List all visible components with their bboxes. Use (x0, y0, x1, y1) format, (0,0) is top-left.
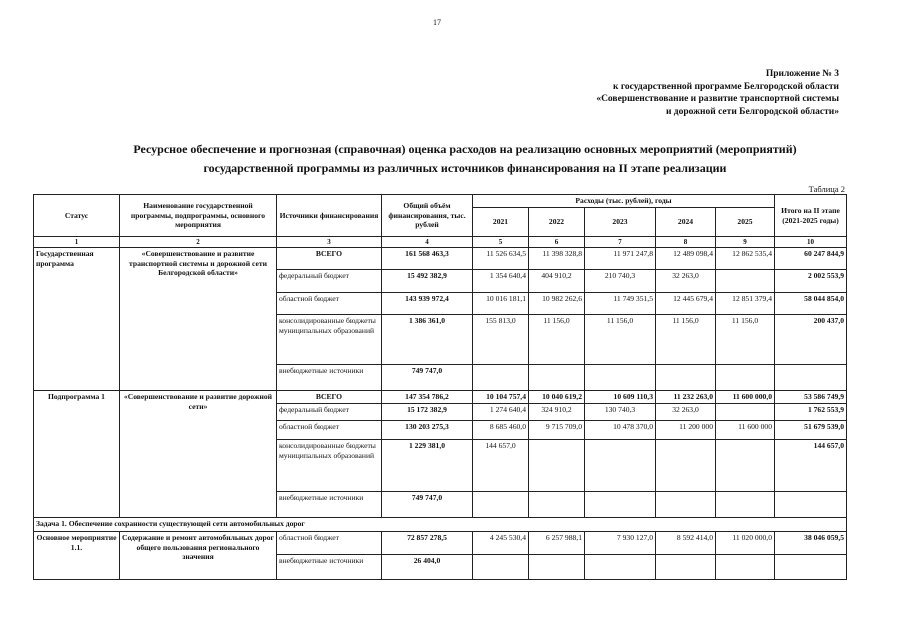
year-cell: 11 200 000 (656, 421, 716, 440)
year-cell (716, 404, 775, 421)
stage-cell: 58 044 854,0 (775, 293, 847, 315)
source-cell: консолидированные бюджеты муниципальных образований (277, 315, 382, 365)
year-cell: 210 740,3 (585, 270, 656, 293)
appendix-line: «Совершенствование и развитие транспортной системы (596, 94, 839, 105)
total-cell: 147 354 786,2 (382, 391, 473, 404)
stage-cell (775, 555, 847, 580)
header-status: Статус (34, 195, 120, 237)
task-title: Задача 1. Обеспечение сохранности существующей сети автомобильных дорог (34, 518, 847, 532)
year-cell (585, 555, 656, 580)
stage-cell: 51 679 539,0 (775, 421, 847, 440)
header-year: 2024 (656, 208, 716, 237)
year-cell: 11 020 000,0 (716, 532, 775, 555)
header-year: 2023 (585, 208, 656, 237)
year-cell (473, 555, 529, 580)
stage-cell: 200 437,0 (775, 315, 847, 365)
row-status: Подпрограмма 1 (34, 391, 120, 518)
total-cell: 161 568 463,3 (382, 248, 473, 270)
year-cell: 155 813,0 (473, 315, 529, 365)
year-cell: 11 156,0 (529, 315, 585, 365)
year-cell: 10 609 110,3 (585, 391, 656, 404)
year-cell (529, 440, 585, 492)
source-cell: ВСЕГО (277, 391, 382, 404)
row-status: Основное мероприятие 1.1. (34, 532, 120, 580)
year-cell (585, 492, 656, 518)
year-cell (473, 492, 529, 518)
year-cell: 404 910,2 (529, 270, 585, 293)
table-label: Таблица 2 (808, 184, 845, 194)
funding-table (33, 194, 847, 580)
year-cell (585, 365, 656, 391)
year-cell: 7 930 127,0 (585, 532, 656, 555)
source-cell: областной бюджет (277, 293, 382, 315)
year-cell: 11 749 351,5 (585, 293, 656, 315)
total-cell: 130 203 275,3 (382, 421, 473, 440)
year-cell: 11 398 328,8 (529, 248, 585, 270)
year-cell: 11 156,0 (716, 315, 775, 365)
year-cell (656, 365, 716, 391)
year-cell (656, 555, 716, 580)
stage-cell: 144 657,0 (775, 440, 847, 492)
header-total: Общий объём финансирования, тыс. рублей (382, 195, 473, 237)
stage-cell: 2 002 553,9 (775, 270, 847, 293)
total-cell: 749 747,0 (382, 365, 473, 391)
column-index: 6 (529, 237, 585, 248)
source-cell: внебюджетные источники (277, 492, 382, 518)
task-row (34, 518, 847, 532)
year-cell: 130 740,3 (585, 404, 656, 421)
header-year: 2025 (716, 208, 775, 237)
table-row (34, 532, 847, 555)
year-cell: 9 715 709,0 (529, 421, 585, 440)
year-cell: 10 478 370,0 (585, 421, 656, 440)
year-cell (529, 555, 585, 580)
row-name: «Совершенствование и развитие дорожной сети» (120, 391, 277, 518)
column-index: 2 (120, 237, 277, 248)
year-cell (529, 365, 585, 391)
year-cell: 11 526 634,5 (473, 248, 529, 270)
stage-cell (775, 365, 847, 391)
year-cell: 8 592 414,0 (656, 532, 716, 555)
year-cell: 324 910,2 (529, 404, 585, 421)
year-cell: 11 156,0 (656, 315, 716, 365)
source-cell: ВСЕГО (277, 248, 382, 270)
header-year: 2022 (529, 208, 585, 237)
table-row (34, 391, 847, 404)
row-name: Содержание и ремонт автомобильных дорог общего пользования регионального значения (120, 532, 277, 580)
title-line: государственной программы из различных источников финансирования на II этапе реализации (203, 161, 727, 175)
header-source: Источники финансирования (277, 195, 382, 237)
total-cell: 72 857 278,5 (382, 532, 473, 555)
year-cell: 12 489 098,4 (656, 248, 716, 270)
header-year: 2021 (473, 208, 529, 237)
year-cell (716, 492, 775, 518)
total-cell: 15 492 382,9 (382, 270, 473, 293)
table-row (34, 248, 847, 270)
total-cell: 15 172 382,9 (382, 404, 473, 421)
stage-cell: 53 586 749,9 (775, 391, 847, 404)
stage-cell: 1 762 553,9 (775, 404, 847, 421)
stage-cell: 60 247 844,9 (775, 248, 847, 270)
year-cell: 32 263,0 (656, 404, 716, 421)
source-cell: внебюджетные источники (277, 555, 382, 580)
appendix-line: к государственной программе Белгородской области (612, 81, 839, 92)
year-cell: 10 040 619,2 (529, 391, 585, 404)
header-name: Наименование государственной программы, подпрограммы, основного мероприятия (120, 195, 277, 237)
column-index: 8 (656, 237, 716, 248)
year-cell: 11 600 000,0 (716, 391, 775, 404)
appendix-line: и дорожной сети Белгородской области» (665, 106, 839, 117)
total-cell: 749 747,0 (382, 492, 473, 518)
column-index: 7 (585, 237, 656, 248)
year-cell: 11 156,0 (585, 315, 656, 365)
source-cell: консолидированные бюджеты муниципальных образований (277, 440, 382, 492)
year-cell: 11 600 000 (716, 421, 775, 440)
page-number: 17 (433, 18, 441, 27)
total-cell: 1 229 381,0 (382, 440, 473, 492)
year-cell (716, 440, 775, 492)
year-cell (585, 440, 656, 492)
header-expenses: Расходы (тыс. рублей), годы (473, 195, 775, 208)
title-line: Ресурсное обеспечение и прогнозная (справочная) оценка расходов на реализацию основных мероприятий (мероприятий) (133, 142, 797, 156)
total-cell: 26 404,0 (382, 555, 473, 580)
year-cell (656, 492, 716, 518)
year-cell (716, 365, 775, 391)
row-name: «Совершенствование и развитие транспортной системы и дорожной сети Белгородской области» (120, 248, 277, 391)
year-cell: 1 274 640,4 (473, 404, 529, 421)
column-index: 3 (277, 237, 382, 248)
year-cell (529, 492, 585, 518)
year-cell: 1 354 640,4 (473, 270, 529, 293)
year-cell: 12 851 379,4 (716, 293, 775, 315)
source-cell: областной бюджет (277, 532, 382, 555)
source-cell: областной бюджет (277, 421, 382, 440)
year-cell: 12 862 535,4 (716, 248, 775, 270)
year-cell: 12 445 679,4 (656, 293, 716, 315)
stage-cell: 38 046 059,5 (775, 532, 847, 555)
header-stage-total: Итого на II этапе (2021-2025 годы) (775, 195, 847, 237)
stage-cell (775, 492, 847, 518)
total-cell: 143 939 972,4 (382, 293, 473, 315)
year-cell: 4 245 530,4 (473, 532, 529, 555)
year-cell: 10 104 757,4 (473, 391, 529, 404)
year-cell: 11 971 247,8 (585, 248, 656, 270)
document-title (70, 140, 860, 178)
year-cell: 8 685 460,0 (473, 421, 529, 440)
total-cell: 1 386 361,0 (382, 315, 473, 365)
source-cell: внебюджетные источники (277, 365, 382, 391)
appendix-header (479, 68, 839, 118)
year-cell (716, 555, 775, 580)
year-cell: 10 982 262,6 (529, 293, 585, 315)
year-cell: 144 657,0 (473, 440, 529, 492)
source-cell: федеральный бюджет (277, 270, 382, 293)
year-cell: 6 257 988,1 (529, 532, 585, 555)
year-cell (716, 270, 775, 293)
appendix-line: Приложение № 3 (765, 69, 839, 79)
year-cell: 32 263,0 (656, 270, 716, 293)
year-cell (473, 365, 529, 391)
column-index: 4 (382, 237, 473, 248)
source-cell: федеральный бюджет (277, 404, 382, 421)
year-cell: 11 232 263,0 (656, 391, 716, 404)
year-cell: 10 016 181,1 (473, 293, 529, 315)
column-index: 1 (34, 237, 120, 248)
year-cell (656, 440, 716, 492)
column-index: 5 (473, 237, 529, 248)
row-status: Государственная программа (34, 248, 120, 391)
column-index: 10 (775, 237, 847, 248)
column-index: 9 (716, 237, 775, 248)
